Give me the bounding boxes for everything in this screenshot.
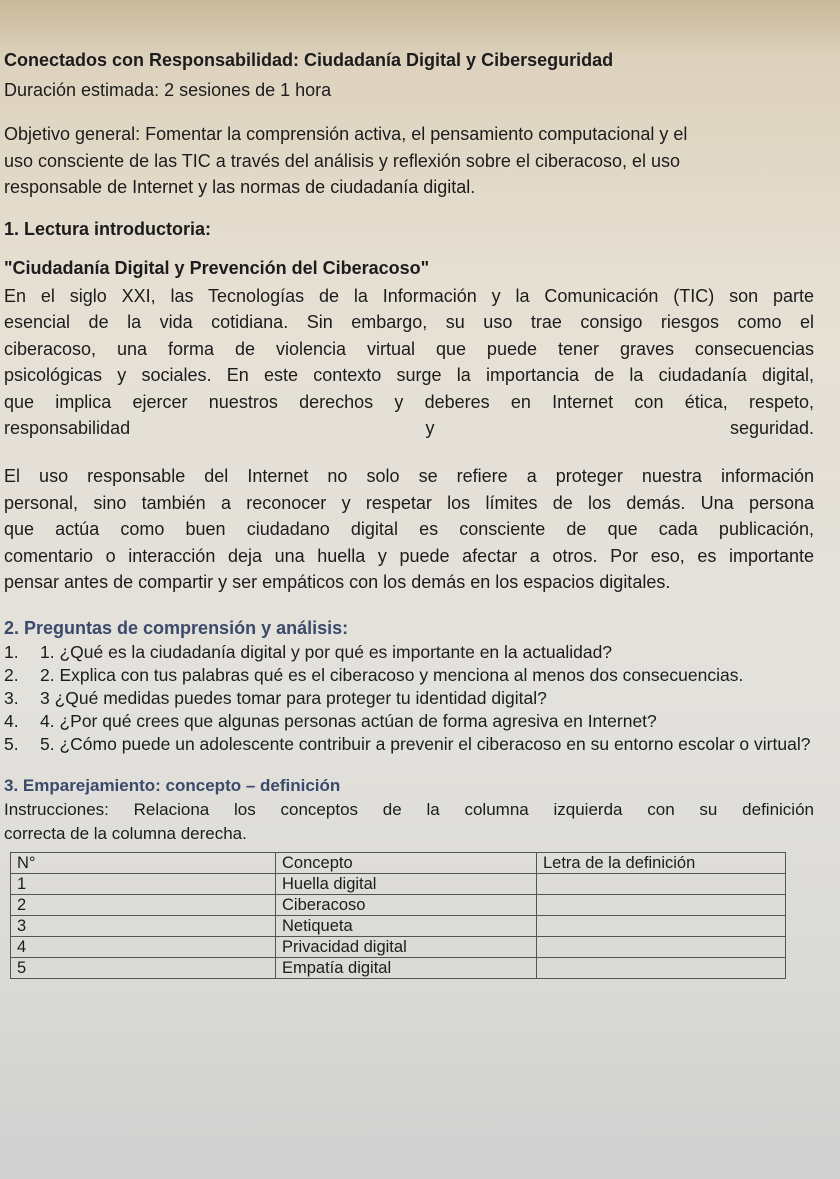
question-item <box>4 733 814 756</box>
reading-paragraph-2 <box>4 463 814 596</box>
instructions <box>4 798 814 846</box>
reading-paragraph-1 <box>4 283 814 442</box>
question-item <box>4 710 814 733</box>
table-row <box>11 957 786 978</box>
document-title: Conectados con Responsabilidad: Ciudadanía Digital y Ciberseguridad <box>4 50 614 70</box>
reading-title: "Ciudadanía Digital y Prevención del Ciberacoso" <box>4 257 430 278</box>
paragraph-line: que implica ejercer nuestros derechos y deberes en Internet con ética, respeto, <box>4 391 814 412</box>
question-text: 2. Explica con tus palabras qué es el ciberacoso y menciona al menos dos consecuencias. <box>40 664 744 685</box>
question-item <box>4 687 814 710</box>
paragraph-line: psicológicas y sociales. En este contexto surge la importancia de la ciudadanía digital, <box>4 365 814 385</box>
question-item <box>4 641 814 664</box>
question-number: 1. <box>4 641 19 662</box>
table-row <box>11 936 786 957</box>
definition-letter-cell[interactable] <box>537 915 786 936</box>
row-number: 5 <box>11 957 276 978</box>
instructions-line: Instrucciones: Relaciona los conceptos de la columna izquierda con su definición <box>4 799 814 819</box>
definition-letter-cell[interactable] <box>537 894 786 915</box>
question-number: 3. <box>4 687 19 708</box>
questions-list <box>4 641 814 756</box>
question-number: 4. <box>4 710 19 731</box>
paragraph-line: En el siglo XXI, las Tecnologías de la Información y la Comunicación (TIC) son parte <box>4 285 814 306</box>
question-text: 3 ¿Qué medidas puedes tomar para proteger tu identidad digital? <box>40 687 547 708</box>
objective-line: responsable de Internet y las normas de ciudadanía digital. <box>4 177 476 197</box>
objective-line: Objetivo general: Fomentar la comprensión activa, el pensamiento computacional y el <box>4 124 688 144</box>
question-text: 1. ¿Qué es la ciudadanía digital y por qué es importante en la actualidad? <box>40 641 613 662</box>
section2-heading: 2. Preguntas de comprensión y análisis: <box>4 617 349 638</box>
paragraph-line: El uso responsable del Internet no solo se refiere a proteger nuestra información <box>4 466 814 486</box>
objective-line: uso consciente de las TIC a través del análisis y reflexión sobre el ciberacoso, el uso <box>4 150 681 171</box>
paragraph-line: pensar antes de compartir y ser empáticos con los demás en los espacios digitales. <box>4 572 671 592</box>
question-item <box>4 664 814 687</box>
table-header-row <box>11 852 786 873</box>
row-number: 1 <box>11 873 276 894</box>
paragraph-line: comentario o interacción deja una huella y puede afectar a otros. Por eso, es importante <box>4 545 814 566</box>
paragraph-line: esencial de la vida cotidiana. Sin embargo, su uso trae consigo riesgos como el <box>4 312 814 332</box>
definition-letter-cell[interactable] <box>537 873 786 894</box>
row-concept: Netiqueta <box>276 915 537 936</box>
section1-heading: 1. Lectura introductoria: <box>4 218 212 239</box>
definition-letter-cell[interactable] <box>537 957 786 978</box>
paragraph-line: ciberacoso, una forma de violencia virtual que puede tener graves consecuencias <box>4 338 814 359</box>
question-text: 5. ¿Cómo puede un adolescente contribuir a prevenir el ciberacoso en su entorno escolar o virtual? <box>40 733 811 754</box>
definition-letter-cell[interactable] <box>537 936 786 957</box>
paragraph-line: personal, sino también a reconocer y respetar los límites de los demás. Una persona <box>4 492 814 513</box>
word: y <box>425 418 435 438</box>
matching-table <box>10 852 786 979</box>
row-concept: Empatía digital <box>276 957 537 978</box>
word: seguridad. <box>729 418 814 438</box>
question-number: 2. <box>4 664 19 685</box>
question-text: 4. ¿Por qué crees que algunas personas actúan de forma agresiva en Internet? <box>40 710 657 731</box>
header-number: N° <box>11 852 276 873</box>
header-definition-letter: Letra de la definición <box>537 852 786 873</box>
header-concept: Concepto <box>276 852 537 873</box>
objective-paragraph <box>4 121 814 201</box>
row-concept: Ciberacoso <box>276 894 537 915</box>
table-row <box>11 915 786 936</box>
row-concept: Privacidad digital <box>276 936 537 957</box>
question-number: 5. <box>4 733 19 754</box>
duration-text: Duración estimada: 2 sesiones de 1 hora <box>4 80 332 100</box>
paragraph-line: que actúa como buen ciudadano digital es consciente de que cada publicación, <box>4 519 814 539</box>
row-number: 4 <box>11 936 276 957</box>
word: responsabilidad <box>4 418 131 438</box>
row-number: 3 <box>11 915 276 936</box>
paragraph-last-line <box>4 415 814 441</box>
section3-heading: 3. Emparejamiento: concepto – definición <box>4 775 341 795</box>
row-number: 2 <box>11 894 276 915</box>
table-row <box>11 873 786 894</box>
row-concept: Huella digital <box>276 873 537 894</box>
table-row <box>11 894 786 915</box>
document-page <box>4 50 814 979</box>
instructions-line: correcta de la columna derecha. <box>4 823 247 843</box>
